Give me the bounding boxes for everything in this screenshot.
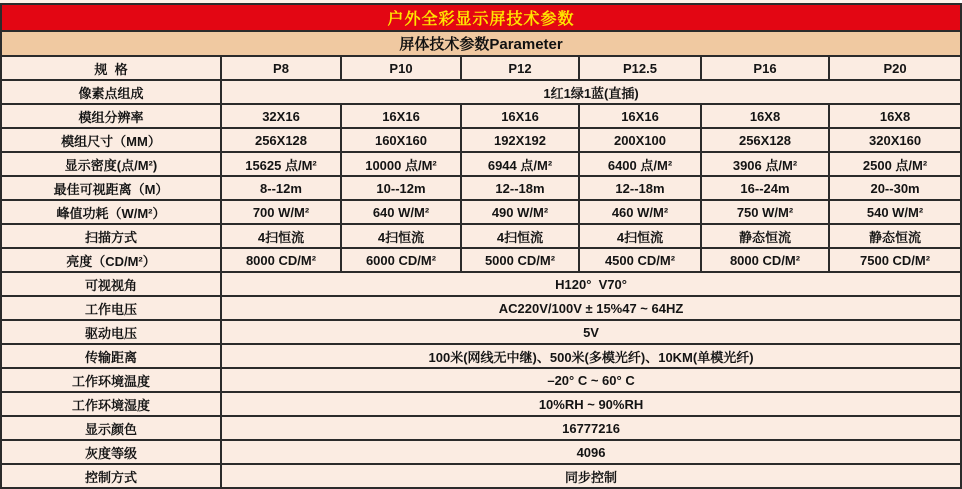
column-header-p12: P12 [461, 56, 579, 80]
row-scan-mode [1, 224, 961, 248]
value-cell: 8000 CD/M² [701, 248, 829, 272]
row-label: 扫描方式 [1, 224, 221, 248]
merged-value-cell: AC220V/100V ± 15%47 ~ 64HZ [221, 296, 961, 320]
row-label: 传输距离 [1, 344, 221, 368]
value-cell: 16X16 [341, 104, 461, 128]
row-label: 模组分辨率 [1, 104, 221, 128]
row-label: 显示颜色 [1, 416, 221, 440]
value-cell: 460 W/M² [579, 200, 701, 224]
row-drive-voltage [1, 320, 961, 344]
subtitle-bar-row [1, 31, 961, 56]
row-transmission-distance [1, 344, 961, 368]
value-cell: 15625 点/M² [221, 152, 341, 176]
title-bar-row [1, 4, 961, 31]
row-label: 灰度等级 [1, 440, 221, 464]
value-cell: 静态恒流 [701, 224, 829, 248]
row-label: 最佳可视距离（M） [1, 176, 221, 200]
row-working-temperature [1, 368, 961, 392]
row-viewing-distance [1, 176, 961, 200]
value-cell: 4扫恒流 [579, 224, 701, 248]
value-cell: 16X16 [579, 104, 701, 128]
row-label: 工作电压 [1, 296, 221, 320]
merged-value-cell: 100米(网线无中继)、500米(多模光纤)、10KM(单模光纤) [221, 344, 961, 368]
row-pixel-density [1, 152, 961, 176]
row-display-colors [1, 416, 961, 440]
spec-table [0, 3, 962, 489]
row-peak-power [1, 200, 961, 224]
row-pixel-composition [1, 80, 961, 104]
value-cell: 4500 CD/M² [579, 248, 701, 272]
row-label: 峰值功耗（W/M²） [1, 200, 221, 224]
value-cell: 5000 CD/M² [461, 248, 579, 272]
merged-value-cell: 同步控制 [221, 464, 961, 488]
row-label: 显示密度(点/M²) [1, 152, 221, 176]
row-module-size [1, 128, 961, 152]
row-working-voltage [1, 296, 961, 320]
row-module-resolution [1, 104, 961, 128]
merged-value-cell: –20° C ~ 60° C [221, 368, 961, 392]
spec-header-row [1, 56, 961, 80]
value-cell: 490 W/M² [461, 200, 579, 224]
row-label: 可视视角 [1, 272, 221, 296]
value-cell: 7500 CD/M² [829, 248, 961, 272]
row-label: 亮度（CD/M²） [1, 248, 221, 272]
merged-value-cell: 10%RH ~ 90%RH [221, 392, 961, 416]
value-cell: 20--30m [829, 176, 961, 200]
value-cell: 700 W/M² [221, 200, 341, 224]
merged-value-cell: 5V [221, 320, 961, 344]
value-cell: 4扫恒流 [341, 224, 461, 248]
row-viewing-angle [1, 272, 961, 296]
column-header-p8: P8 [221, 56, 341, 80]
row-label: 模组尺寸（MM） [1, 128, 221, 152]
spec-label: 规 格 [1, 56, 221, 80]
value-cell: 2500 点/M² [829, 152, 961, 176]
value-cell: 160X160 [341, 128, 461, 152]
value-cell: 6400 点/M² [579, 152, 701, 176]
value-cell: 4扫恒流 [461, 224, 579, 248]
value-cell: 3906 点/M² [701, 152, 829, 176]
merged-value-cell: 4096 [221, 440, 961, 464]
row-label: 工作环境温度 [1, 368, 221, 392]
table-subtitle: 屏体技术参数Parameter [1, 31, 961, 56]
value-cell: 256X128 [221, 128, 341, 152]
row-gray-scale [1, 440, 961, 464]
value-cell: 10000 点/M² [341, 152, 461, 176]
value-cell: 8000 CD/M² [221, 248, 341, 272]
row-working-humidity [1, 392, 961, 416]
column-header-p16: P16 [701, 56, 829, 80]
value-cell: 200X100 [579, 128, 701, 152]
value-cell: 16X16 [461, 104, 579, 128]
value-cell: 320X160 [829, 128, 961, 152]
value-cell: 12--18m [579, 176, 701, 200]
value-cell: 10--12m [341, 176, 461, 200]
column-header-p12-5: P12.5 [579, 56, 701, 80]
value-cell: 32X16 [221, 104, 341, 128]
row-control-mode [1, 464, 961, 488]
row-brightness [1, 248, 961, 272]
value-cell: 256X128 [701, 128, 829, 152]
value-cell: 8--12m [221, 176, 341, 200]
column-header-p10: P10 [341, 56, 461, 80]
row-label: 控制方式 [1, 464, 221, 488]
row-label: 驱动电压 [1, 320, 221, 344]
row-label: 像素点组成 [1, 80, 221, 104]
value-cell: 750 W/M² [701, 200, 829, 224]
value-cell: 192X192 [461, 128, 579, 152]
value-cell: 16X8 [829, 104, 961, 128]
value-cell: 16--24m [701, 176, 829, 200]
page-title: 户外全彩显示屏技术参数 [1, 4, 961, 31]
merged-value-cell: H120° V70° [221, 272, 961, 296]
value-cell: 540 W/M² [829, 200, 961, 224]
row-label: 工作环境湿度 [1, 392, 221, 416]
value-cell: 6944 点/M² [461, 152, 579, 176]
value-cell: 640 W/M² [341, 200, 461, 224]
value-cell: 6000 CD/M² [341, 248, 461, 272]
column-header-p20: P20 [829, 56, 961, 80]
value-cell: 12--18m [461, 176, 579, 200]
value-cell: 4扫恒流 [221, 224, 341, 248]
merged-value-cell: 16777216 [221, 416, 961, 440]
value-cell: 静态恒流 [829, 224, 961, 248]
value-cell: 16X8 [701, 104, 829, 128]
merged-value-cell: 1红1绿1蓝(直插) [221, 80, 961, 104]
